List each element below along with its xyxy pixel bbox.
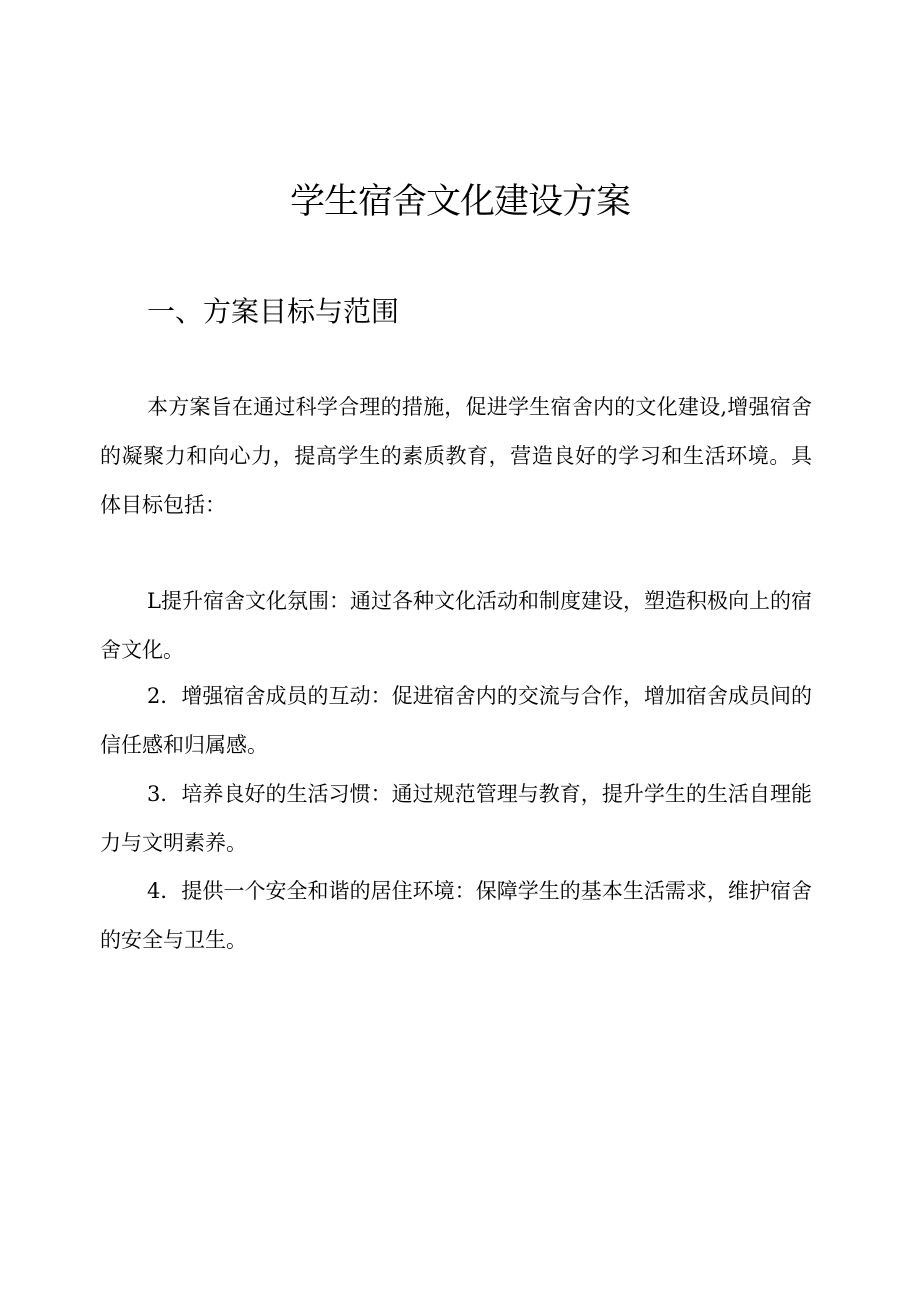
intro-paragraph: 本方案旨在通过科学合理的措施，促进学生宿舍内的文化建设,增强宿舍的凝聚力和向心力，提高学生的素质教育，营造良好的学习和生活环境。具体目标包括：	[100, 395, 812, 517]
goal-item-4: 4．提供一个安全和谐的居住环境：保障学生的基本生活需求，维护宿舍的安全与卫生。	[100, 879, 812, 952]
goal-item-1: L提升宿舍文化氛围：通过各种文化活动和制度建设，塑造积极向上的宿舍文化。	[100, 589, 812, 662]
document-title: 学生宿舍文化建设方案	[289, 182, 630, 222]
section-heading: 一、方案目标与范围	[147, 295, 400, 328]
goal-item-2: 2．增强宿舍成员的互动：促进宿舍内的交流与合作，增加宿舍成员间的信任感和归属感。	[100, 684, 812, 757]
goal-item-3: 3．培养良好的生活习惯：通过规范管理与教育，提升学生的生活自理能力与文明素养。	[100, 782, 812, 855]
